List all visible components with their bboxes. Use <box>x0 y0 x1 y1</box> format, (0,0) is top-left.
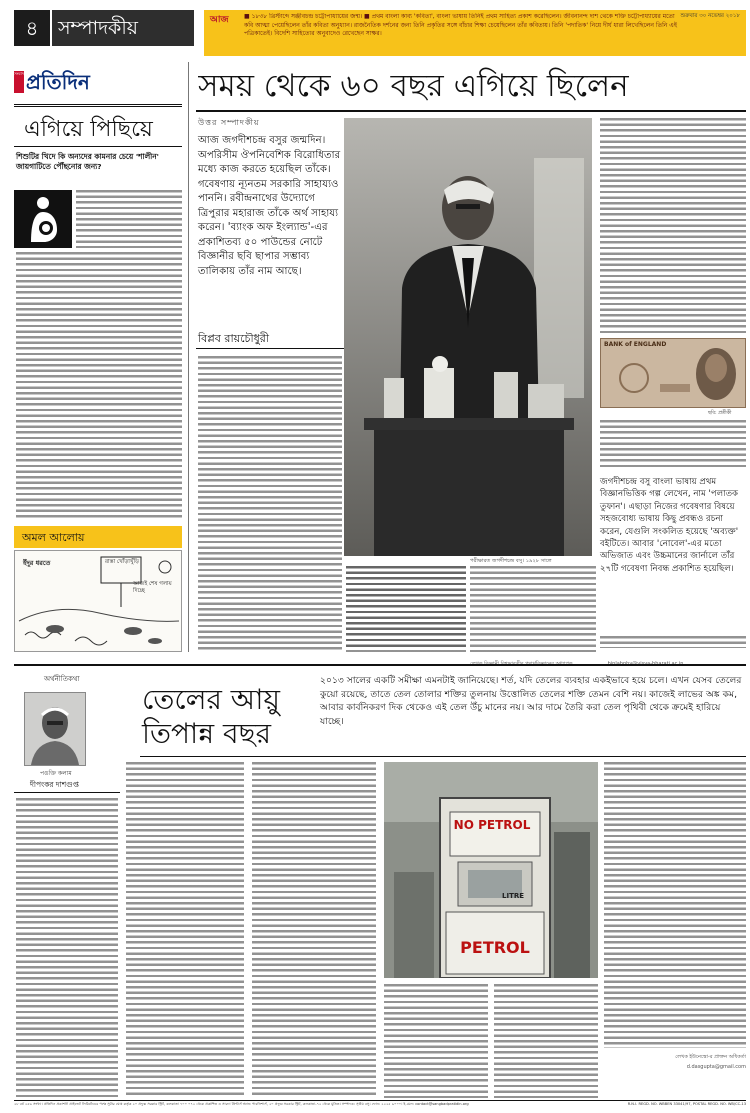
footer-imprint: ২৮ বর্ষ ২৫৬ সংখ্যা। প্রতিদিন প্রকাশনী প্রাইভেট লিমিটেডের পক্ষে সুবীর ঘোষ কর্তৃক ২০ প্রফুল্ল সরকার স্ট্রিট, কলকাতা ৭০০ ০৭২ থেকে প্রকাশিত ও সারদা প্রিন্টার্স অ্যান্ড পাবলিশার্স, ২০ প্রফুল্ল সরকার স্ট্রিট, কলকাতা-৭২ থেকে মুদ্রিত। সম্পাদক: সৃঞ্জয় বসু। ফোন: ২২২৫ ৯০০০। ই-মেল: contact@sangbadpratidin.org <box>14 1102 469 1106</box>
lead-byline-rule <box>196 348 344 349</box>
bottom-author-email[interactable]: d.dasgupta@gmail.com <box>686 1064 746 1070</box>
lead-body-col-4 <box>600 118 746 336</box>
lead-photo <box>344 118 592 556</box>
bottom-standfirst: ২০১৩ সালের একটি সমীক্ষা এমনটাই জানিয়েছে। শর্ত, যদি তেলের ব্যবহার একইভাবে হয়ে চলে। এখন যেসব তেলের কুয়ো রয়েছে, তাতে তেল তোলার শক্তির তুলনায় উত্তোলিত তেলের শক্তি তেমন বেশি নয়। কাজেই লাভের অঙ্ক কম, আবার কার্বনিকরণ দিক থেকেও এই তেল উঁচু মানের নয়। আর দামে তৈরি করা তেল পৃথিবী থেকে ক্রমেই হারিয়ে যাচ্ছে। <box>320 675 742 727</box>
lead-headline: সময় থেকে ৬০ বছর এগিয়ে ছিলেন <box>198 68 629 104</box>
aaj-box <box>204 10 746 56</box>
masthead-logo: প্রতিদিন <box>26 70 90 94</box>
section-title-box <box>52 10 194 46</box>
lead-intro: আজ জগদীশচন্দ্র বসুর জন্মদিন। অপরিসীম ঔপনিবেশিক বিরোধিতার মধ্যে কাজ করতে হয়েছিল তাঁকে। গবেষণায় ন্যূনতম সরকারি সাহায্যও পাননি। রবীন্দ্রনাথের উদ্যোগে ত্রিপুরার মহারাজ তাঁকে অর্থ সাহায্য করেন। 'ব্যাংক অফ ইংল্যান্ড'-এর প্রকাশিতব্য ৫০ পাউন্ডের নোটে বিজ্ঞানীর ছবি ছাপার সম্ভাব্য তালিকায় তাঁর নাম আছে। <box>198 135 341 277</box>
left-headline-rule <box>14 146 182 147</box>
bottom-section-rule <box>14 664 746 666</box>
date-label: শুক্রবার ৩০ নভেম্বর ২০১৮ <box>680 13 740 19</box>
bottom-body-col-1 <box>16 798 118 1098</box>
footer-regd: R.N.I. REGD. NO. WBBEN 33041/97, POSTAL REGD. NO. WB/CC-13 <box>627 1102 746 1106</box>
banknote-label: BANK of ENGLAND <box>604 341 667 348</box>
lead-headline-rule <box>196 110 746 112</box>
bottom-body-col-6 <box>604 762 746 1048</box>
petrol-sign-2: LITRE <box>502 892 525 900</box>
mother-child-icon <box>14 190 72 248</box>
lead-body-col-3 <box>470 566 596 652</box>
lead-photo-caption: পরীক্ষারত জগদীশচন্দ্র বসু। ১৯২৮ সালে <box>470 558 552 564</box>
masthead <box>14 66 178 100</box>
section-title: সম্পাদকীয় <box>58 17 138 39</box>
lead-body-col-7 <box>346 566 466 650</box>
bottom-body-col-4 <box>384 984 488 1098</box>
bottom-body-col-5 <box>494 984 598 1098</box>
columnist-name: দীপংকর দাশগুপ্ত <box>30 780 79 789</box>
cartoon-sign-2: আজই শেষ গলায় দিচ্ছে <box>133 581 172 594</box>
bottom-section-label: অর্থনীতিকথা <box>44 675 80 683</box>
cartoon-banner-label: অমল আলোয় <box>22 531 85 544</box>
petrol-sign-3: PETROL <box>460 938 530 957</box>
masthead-rule <box>14 104 182 105</box>
bottom-headline-1: তেলের আয়ু <box>142 683 280 716</box>
lead-body-col-1 <box>198 356 342 652</box>
bottom-body-col-3 <box>252 762 376 1098</box>
columnist-rule <box>14 792 120 793</box>
cartoon-sign-1: রাস্তা খোঁড়াখুঁড়ি <box>105 559 139 565</box>
lead-body-col-5 <box>600 420 746 470</box>
lead-author-note <box>470 650 746 662</box>
left-body-text-a <box>76 190 182 248</box>
left-subhead: শিশুটির খিদে কি অন্যদের কামনার চেয়ে 'শালীন' জায়গাটিতে পৌঁছনোর জন্য? <box>16 152 159 171</box>
masthead-logo-badge: সংবাদ <box>14 71 24 93</box>
bottom-headline-2: তিপান্ন বছর <box>142 717 271 750</box>
left-headline: এগিয়ে পিছিয়ে <box>24 117 153 142</box>
petrol-sign-1: NO PETROL <box>453 818 531 832</box>
lead-pullquote: জগদীশচন্দ্র বসু বাংলা ভাষায় প্রথম বিজ্ঞানভিত্তিক গল্প লেখেন, নাম 'পলাতক তুফান'। এছাড়া নিজের গবেষণার বিষয়ে সহজবোধ্য ভাষায় কিছু প্রবন্ধও রচনা করেন, যেগুলি সংকলিত হয়েছে 'অব্যক্ত' বইটিতে। আবার 'নোবেল'-এর মতো অভিজাত এবং উচ্চমানের জার্নালে তাঁর ২৭টি গবেষণা নিবন্ধ প্রকাশিত হয়েছিল। <box>600 477 739 574</box>
bottom-standfirst-rule <box>140 756 746 757</box>
cartoon <box>14 550 182 652</box>
lead-body-col-6 <box>600 636 746 648</box>
petrol-photo <box>384 762 598 978</box>
columnist-label: পঙক্তি কলাম <box>40 770 72 777</box>
bottom-author-note: লেখক ইউনেস্কো-র প্রাক্তন অধিকর্তা <box>675 1054 746 1060</box>
col-divider-1 <box>188 62 189 652</box>
bottom-body-col-2 <box>126 762 244 1098</box>
left-body-text-b <box>16 252 182 520</box>
footer-rule <box>14 1100 746 1101</box>
cartoon-banner <box>14 526 182 548</box>
masthead-rule-2 <box>14 106 182 107</box>
portrait-photo <box>344 118 592 556</box>
banknote-drawing <box>600 338 746 408</box>
lead-kicker: উত্তর সম্পাদকীয় <box>198 118 260 127</box>
banknote-image <box>600 338 746 408</box>
aaj-label: আজ <box>210 15 229 25</box>
cartoon-sign-3: ইঁদুর ধরতে <box>23 559 51 567</box>
lead-byline: বিপ্লব রায়চৌধুরী <box>198 332 269 345</box>
aaj-text: ■ ১৮৩৮ খ্রিস্টাব্দে সঞ্জীবচন্দ্র চট্টোপাধ্যায়ের জন্ম। ■ প্রথম বাংলা কাব্য 'কবিতা', বাংলা ভাষায় তিনিই প্রথম সাহিত্য প্রকাশ করেছিলেন। জীবনানন্দ দাশ থেকে শক্তি চট্টোপাধ্যায়ের মতো কবি আত্মা পেয়েছিলেন তাঁর কবিতা অনুধ্যান। রাজনৈতিক দর্শনের জন্য তিনি প্রকৃতির সঙ্গে বাঁচার শিক্ষা চেয়েছিলেন তাঁর কবিতায়। তিনি 'পদাতিক' নিয়ে দীর্ঘ ধারা লিখেছিলেন তিনি এই পত্রিকাতেই। বিদেশি সাহিত্যের অনুবাদেও রেখেছেন সাক্ষর। <box>244 13 677 38</box>
page-number: ৪ <box>25 16 39 40</box>
page-header <box>0 0 750 56</box>
banknote-credit: ছবি: প্রতীকী <box>708 411 732 416</box>
columnist-photo <box>24 692 86 766</box>
page-number-box <box>14 10 50 46</box>
